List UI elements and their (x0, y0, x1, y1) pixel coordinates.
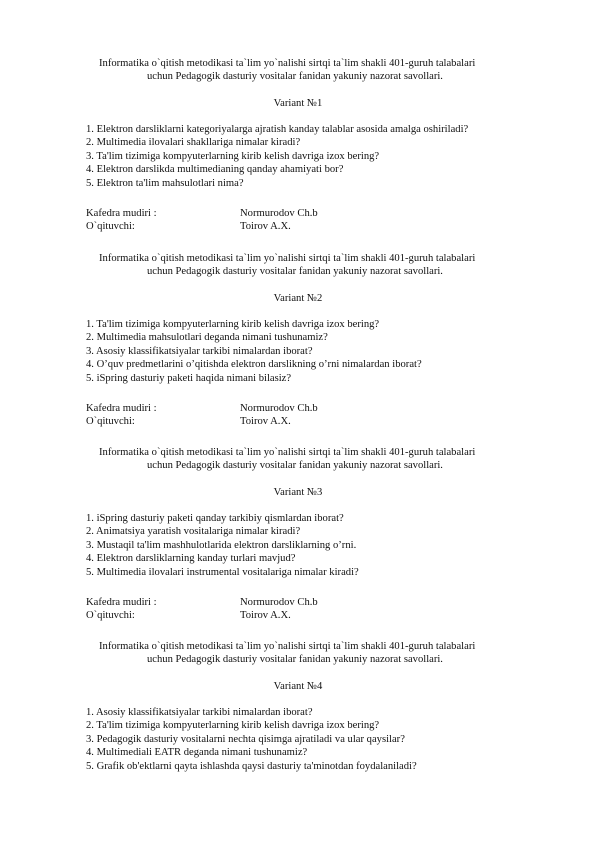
question-item: 5. iSpring dasturiy paketi haqida nimani bilasiz? (86, 372, 292, 384)
heading-line-2: uchun Pedagogik dasturiy vositalar fanidan yakuniy nazorat savollari. (147, 654, 443, 666)
question-item: 2. Multimedia mahsulotlari deganda nimani tushunamiz? (86, 332, 328, 344)
signature-row (86, 220, 486, 233)
variant-title: Variant №3 (273, 487, 323, 498)
heading-line-1: Informatika o`qitish metodikasi ta`lim yo`nalishi sirtqi ta`lim shakli 401-guruh talabalari (99, 253, 476, 264)
signature-name: Toirov A.X. (240, 610, 291, 622)
signature-role: O`qituvchi: (86, 221, 135, 233)
question-item: 1. Elektron darsliklarni kategoriyalarga ajratish kanday talablar asosida amalga oshiriladi? (86, 124, 469, 135)
signature-row (86, 415, 486, 428)
signature-name: Normurodov Ch.b (240, 597, 318, 608)
variant-heading (0, 252, 596, 280)
question-item: 3. Pedagogik dasturiy vositalarni nechta qisimga ajratiladi va ular qaysilar? (86, 733, 405, 745)
signature-block (86, 207, 486, 234)
question-item: 4. O’quv predmetlarini o’qitishda elektron darslikning o’rni nimalardan iborat? (86, 359, 422, 371)
question-item: 2. Multimedia ilovalari shakllariga nimalar kiradi? (86, 137, 301, 149)
variant-heading (0, 57, 596, 85)
signature-role: O`qituvchi: (86, 416, 135, 428)
signature-role: Kafedra mudiri : (86, 208, 157, 219)
signature-row (86, 207, 486, 220)
question-item: 3. Asosiy klassifikatsiyalar tarkibi nimalardan iborat? (86, 345, 313, 357)
question-item: 4. Multimediali EATR deganda nimani tushunamiz? (86, 747, 308, 759)
question-list (86, 123, 468, 190)
signature-row (86, 609, 486, 622)
question-item: 2. Ta'lim tizimiga kompyuterlarning kirib kelish davriga izox bering? (86, 720, 380, 732)
question-item: 3. Mustaqil ta'lim mashhulotlarida elektron darsliklarning o’rni. (86, 539, 357, 551)
variant-heading (0, 446, 596, 474)
signature-block (86, 402, 486, 429)
variant-title: Variant №1 (273, 98, 323, 109)
signature-role: O`qituvchi: (86, 610, 135, 622)
heading-line-1: Informatika o`qitish metodikasi ta`lim yo`nalishi sirtqi ta`lim shakli 401-guruh talabalari (99, 641, 476, 652)
signature-name: Toirov A.X. (240, 416, 291, 428)
variant-3 (0, 446, 596, 622)
variant-1 (0, 57, 596, 233)
variant-heading (0, 640, 596, 668)
question-item: 3. Ta'lim tizimiga kompyuterlarning kirib kelish davriga izox bering? (86, 150, 380, 162)
question-item: 5. Elektron ta'lim mahsulotlari nima? (86, 177, 244, 189)
heading-line-2: uchun Pedagogik dasturiy vositalar fanidan yakuniy nazorat savollari. (147, 460, 443, 472)
question-item: 1. Asosiy klassifikatsiyalar tarkibi nimalardan iborat? (86, 707, 313, 718)
signature-name: Normurodov Ch.b (240, 403, 318, 414)
question-item: 1. iSpring dasturiy paketi qanday tarkibiy qismlardan iborat? (86, 513, 344, 524)
question-item: 1. Ta'lim tizimiga kompyuterlarning kirib kelish davriga izox bering? (86, 319, 380, 330)
question-item: 4. Elektron darslikda multimedianing qanday ahamiyati bor? (86, 164, 344, 176)
signature-role: Kafedra mudiri : (86, 597, 157, 608)
variant-2 (0, 252, 596, 428)
signature-name: Normurodov Ch.b (240, 208, 318, 219)
question-item: 5. Multimedia ilovalari instrumental vositalariga nimalar kiradi? (86, 566, 359, 578)
question-list (86, 512, 359, 579)
heading-line-2: uchun Pedagogik dasturiy vositalar fanidan yakuniy nazorat savollari. (147, 266, 443, 278)
signature-block (86, 596, 486, 623)
signature-name: Toirov A.X. (240, 221, 291, 233)
question-list (86, 706, 417, 773)
question-list (86, 318, 422, 385)
signature-row (86, 402, 486, 415)
signature-row (86, 596, 486, 609)
heading-line-1: Informatika o`qitish metodikasi ta`lim yo`nalishi sirtqi ta`lim shakli 401-guruh talabalari (99, 447, 476, 458)
signature-role: Kafedra mudiri : (86, 403, 157, 414)
question-item: 5. Grafik ob'ektlarni qayta ishlashda qaysi dasturiy ta'minotdan foydalaniladi? (86, 760, 417, 772)
variant-4 (0, 640, 596, 772)
heading-line-2: uchun Pedagogik dasturiy vositalar fanidan yakuniy nazorat savollari. (147, 71, 443, 83)
question-item: 2. Animatsiya yaratish vositalariga nimalar kiradi? (86, 526, 301, 538)
variant-title: Variant №4 (273, 681, 323, 692)
variant-title: Variant №2 (273, 293, 323, 304)
question-item: 4. Elektron darsliklarning kanday turlari mavjud? (86, 553, 296, 565)
heading-line-1: Informatika o`qitish metodikasi ta`lim yo`nalishi sirtqi ta`lim shakli 401-guruh talabalari (99, 58, 476, 69)
